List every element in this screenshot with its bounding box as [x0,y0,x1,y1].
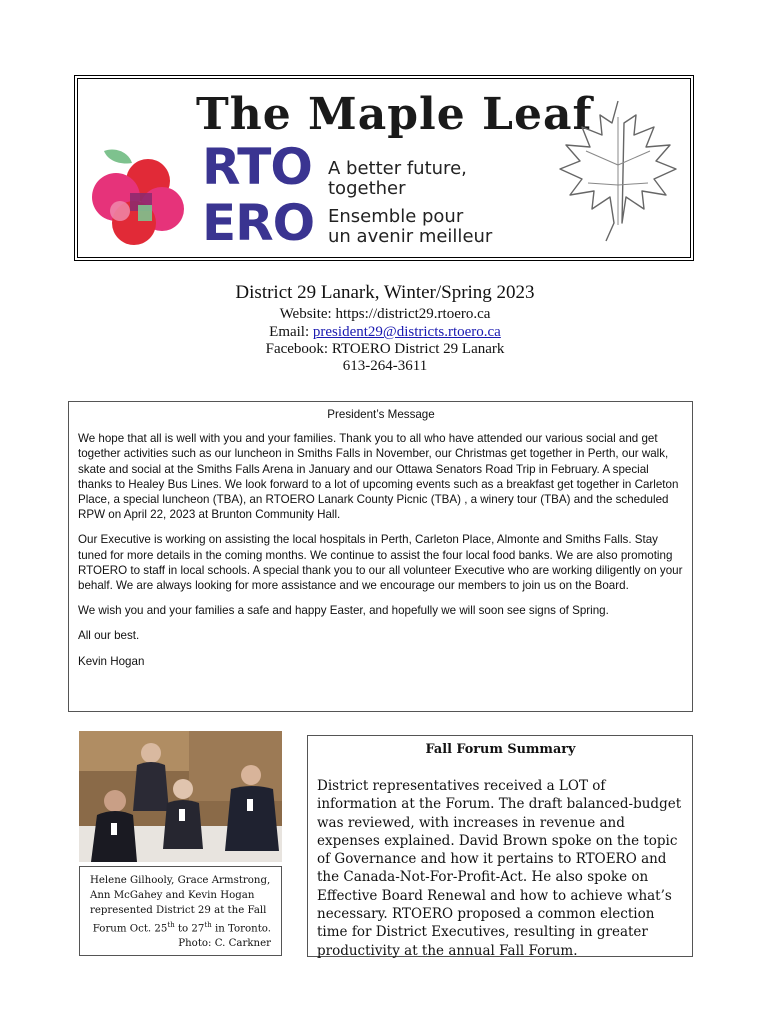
rtoero-wordmark [202,138,315,252]
message-paragraph: We hope that all is well with you and your families. Thank you to all who have attended our various social and get together activities such as our luncheon in Smiths Falls in November, our Christmas get together in Perth, our walk, skate and social at the Smiths Falls Arena in January and our Ottawa Senators Road Trip in February. A special thanks to Healey Bus Lines. We look forward to a lot of upcoming events such as a breakfast get together in Carleton Place, a special luncheon (TBA), an RTOERO Lanark County Picnic (TBA) , a winery tour (TBA) and the scheduled RPW on April 22, 2023 at Brunton Community Hall. [78,432,679,522]
tagline-english-1: A better future, [328,158,467,179]
message-paragraph: We wish you and your families a safe and happy Easter, and hopefully we will soon see signs of Spring. [78,604,609,618]
message-paragraph: All our best. [78,629,140,643]
caption-part: to 27 [174,923,205,935]
presidents-message-heading: President’s Message [327,408,435,421]
tagline-english-2: together [328,178,406,199]
rtoero-logo-icon [90,147,190,247]
message-paragraph: Our Executive is working on assisting the local hospitals in Perth, Carleton Place, Almonte and Smiths Falls. Stay tuned for more details in the coming months. We continue to assist the four local food banks. We are also promoting RTOERO to staff in local schools. A special thank you to our all volunteer Executive who are working diligently on your behalf. We are always looking for more assistance and we encourage our members to join us on the Board. [78,533,683,593]
fall-forum-box [307,735,693,957]
phone-line: 613-264-3611 [342,358,428,374]
fall-forum-body: District representatives received a LOT of information at the Forum. The draft balanced-budget was reviewed, with increases in revenue and expenses explained. David Brown spoke on the topic of Governance and how it pertains to RTOERO and the Canada-Not-For-Profit-Act. He also spoke on Effective Board Renewal and how to achieve what’s necessary. RTOERO proposed a common election time for District Executives, resulting in greater productivity at the annual Fall Forum. [317,778,682,959]
email-label: Email: [269,324,313,340]
caption-dates [90,918,271,936]
caption-part: Forum Oct. 25 [92,923,168,935]
photo-credit: Photo: C. Carkner [178,938,271,950]
group-photo [79,731,282,862]
caption-text: Helene Gilhooly, Grace Armstrong, Ann McGahey and Kevin Hogan represented District 29 at the Fall [90,875,271,916]
fall-forum-heading: Fall Forum Summary [425,742,576,757]
email-line [0,324,770,341]
website-line: Website: https://district29.rtoero.ca [279,306,491,322]
caption-sup: th [204,921,212,929]
district-issue-line: District 29 Lanark, Winter/Spring 2023 [235,282,535,303]
logo-text-rto: RTO [202,138,312,196]
masthead [74,75,694,261]
facebook-line: Facebook: RTOERO District 29 Lanark [265,341,505,357]
caption-sup: th [167,921,175,929]
presidents-message-box [68,401,693,712]
tagline-french-2: un avenir meilleur [328,226,493,247]
newsletter-title: The Maple Leaf [196,89,593,140]
caption-part: in Toronto. [211,923,271,935]
photo-caption [79,866,282,956]
signature: Kevin Hogan [78,654,145,668]
maple-leaf-icon [552,95,684,245]
email-link[interactable]: president29@districts.rtoero.ca [312,324,501,340]
tagline-french-1: Ensemble pour [328,206,464,227]
logo-text-ero: ERO [202,194,315,252]
